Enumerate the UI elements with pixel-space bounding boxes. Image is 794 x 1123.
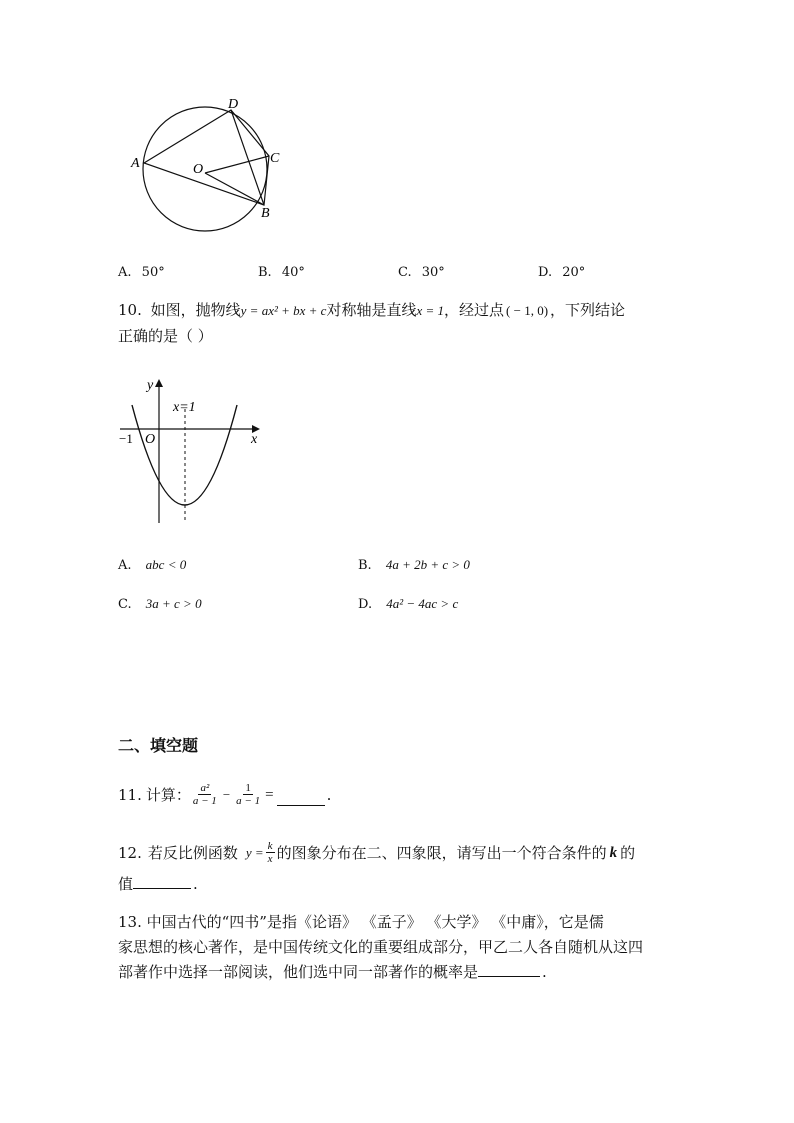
option-value: abc < 0 [145, 557, 187, 572]
q10-option-b [358, 555, 470, 576]
fraction-1 [191, 782, 219, 807]
option-value: 50° [141, 265, 165, 280]
q12-line2 [118, 874, 198, 894]
option-letter: A. [118, 558, 132, 573]
end-period: . [326, 785, 332, 804]
function-lhs: y = [245, 844, 264, 860]
option-value: 4a² − 4ac > c [386, 596, 459, 611]
fraction-denominator: x [267, 853, 273, 865]
stem-text: 对称轴是直线 [326, 301, 417, 319]
equals-sign: = [265, 786, 274, 803]
label-x: x [251, 432, 258, 447]
label-y: y [147, 378, 154, 393]
label-axis-eq: x=1 [173, 400, 196, 415]
stem-text: 计算： [145, 785, 191, 804]
question-number: 12. [118, 843, 142, 862]
label-a: A [131, 156, 140, 171]
label-d: D [228, 97, 239, 112]
q13-line2: 家思想的核心著作，是中国传统文化的重要组成部分，甲乙二人各自随机从这四 [118, 938, 644, 956]
segment-oc [205, 156, 269, 173]
label-neg1: −1 [119, 431, 133, 446]
stem-text: 的图象分布在二、四象限，请写出一个符合条件的 [276, 843, 607, 862]
option-letter: C. [118, 597, 132, 612]
answer-blank[interactable] [277, 791, 325, 806]
answer-blank[interactable] [478, 962, 540, 977]
stem-text: 值 [118, 875, 134, 893]
q13-line1: 13. 中国古代的“四书”是指《论语》 《孟子》 《大学》 《中庸》，它是儒 [118, 913, 604, 931]
q10-stem-line1 [118, 300, 625, 321]
option-value: 40° [281, 265, 305, 280]
stem-text: 的 [620, 843, 636, 862]
label-c: C [270, 151, 280, 166]
fraction-numerator: k [267, 840, 273, 852]
point-coords: ( − 1, 0) [506, 303, 549, 318]
fraction-k-over-x [266, 840, 275, 865]
q9-option-a [118, 263, 165, 283]
q10-option-c [118, 594, 202, 615]
option-letter: D. [538, 265, 553, 280]
q9-circle-figure [125, 95, 290, 235]
fraction-numerator: 1 [245, 782, 251, 794]
stem-text: ，经过点 [444, 301, 505, 319]
q9-option-c [398, 263, 445, 283]
option-letter: C. [398, 265, 412, 280]
minus-sign: − [222, 786, 231, 802]
q9-option-b [258, 263, 305, 283]
question-number: 11. [118, 785, 142, 804]
y-axis-arrow [155, 379, 163, 387]
end-period: . [193, 875, 198, 893]
end-period: . [542, 963, 547, 981]
answer-blank[interactable] [133, 874, 191, 889]
q10-option-d [358, 594, 458, 615]
label-o: O [193, 162, 204, 177]
option-value: 3a + c > 0 [145, 596, 202, 611]
fraction-numerator: a² [200, 782, 210, 794]
option-value: 20° [562, 265, 586, 280]
q10-parabola-graph [115, 373, 270, 528]
section-title: 二、填空题 [118, 736, 199, 755]
fraction-2 [234, 782, 262, 807]
axis-equation: x = 1 [416, 303, 445, 318]
option-letter: A. [118, 265, 132, 280]
q10-stem-line2 [118, 326, 213, 346]
fraction-denominator: a − 1 [236, 795, 261, 807]
stem-text: 如图，抛物线 [150, 301, 241, 319]
q10-option-a [118, 555, 186, 576]
stem-text: 正确的是（ ） [118, 327, 213, 345]
label-origin: O [145, 432, 156, 447]
variable-k: k [609, 844, 618, 861]
stem-text: 若反比例函数 [147, 843, 238, 862]
option-letter: D. [358, 597, 373, 612]
option-letter: B. [258, 265, 272, 280]
q13-line3 [118, 962, 547, 982]
q11-line [118, 782, 331, 807]
parabola-formula: y = ax² + bx + c [240, 303, 327, 318]
stem-text: ，下列结论 [550, 301, 626, 319]
q12-line1 [118, 840, 635, 865]
fraction-denominator: a − 1 [192, 795, 217, 807]
stem-text: 部著作中选择一部阅读，他们选中同一部著作的概率是 [118, 963, 479, 981]
label-b: B [261, 206, 270, 221]
option-value: 30° [421, 265, 445, 280]
option-value: 4a + 2b + c > 0 [385, 557, 470, 572]
question-number: 10. [118, 301, 142, 319]
option-letter: B. [358, 558, 372, 573]
q9-option-d [538, 263, 585, 283]
